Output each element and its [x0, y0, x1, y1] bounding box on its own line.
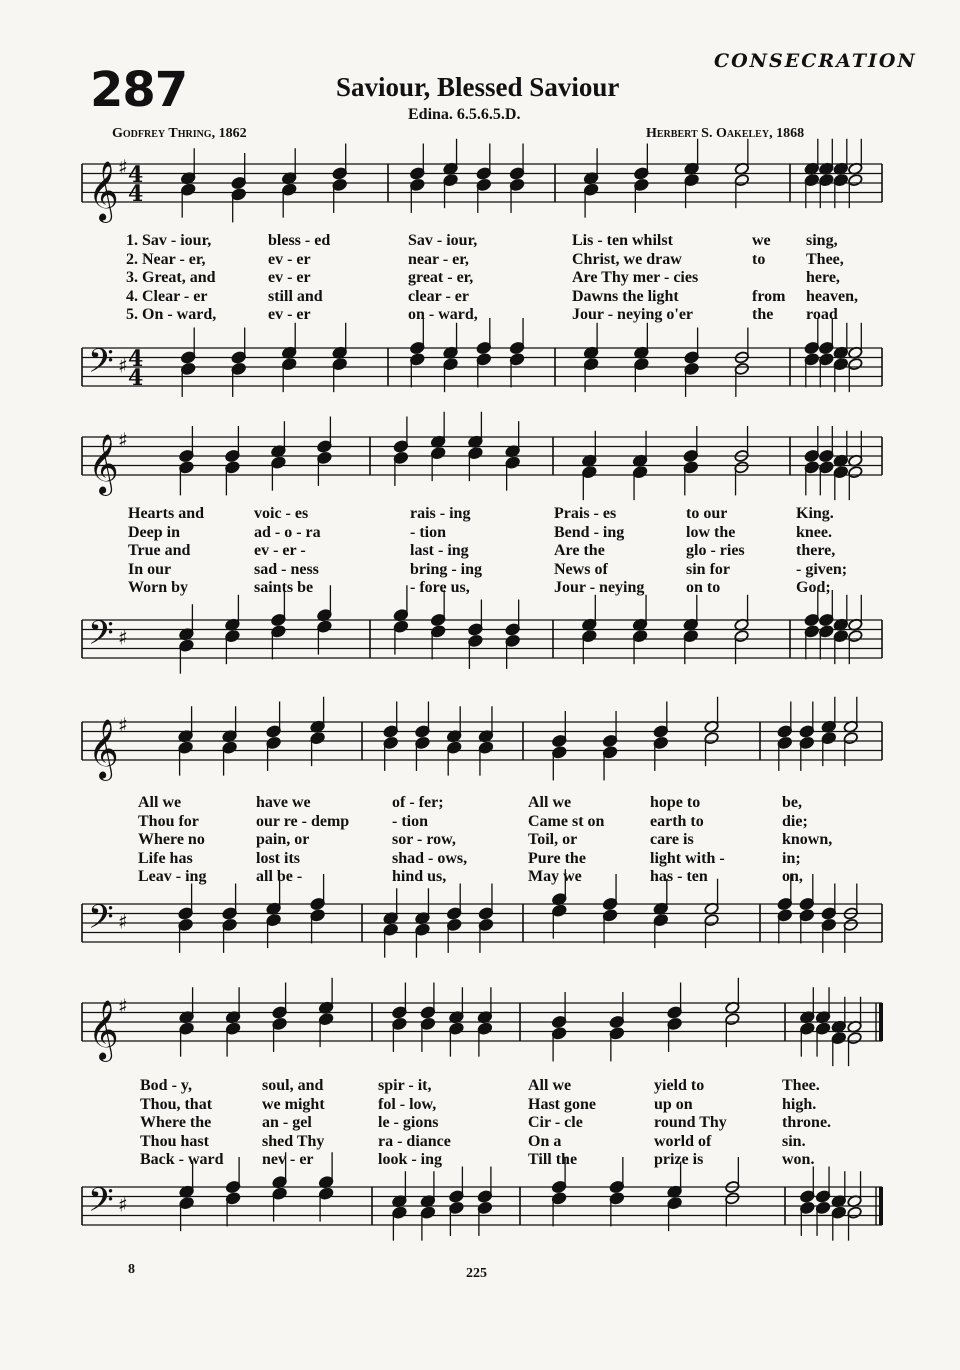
lyric-syllable-group: In our [128, 560, 172, 578]
lyric-syllable-group: known, [782, 831, 833, 848]
lyric-syllable-group: low the [686, 523, 736, 541]
sharp-key-signature: ♯ [118, 909, 128, 934]
sharp-key-signature: ♯ [118, 625, 128, 650]
lyric-syllable-group: sad - ness [254, 560, 319, 578]
lyric-syllable-group: an - gel [262, 1114, 312, 1131]
lyric-syllable-group: bring - ing [410, 560, 483, 578]
lyric-syllable-group: saints be [254, 579, 314, 596]
lyric-syllable-group: God; [796, 579, 831, 596]
lyric-syllable-group: 5. On - ward, [126, 306, 217, 323]
lyric-syllable-group: Sav - iour, [408, 232, 478, 249]
lyric-syllable-group: rais - ing [410, 505, 471, 522]
lyric-syllable-group: of - fer; [392, 794, 444, 811]
lyric-syllable-group: we [752, 232, 771, 249]
time-signature-top: 4 [128, 162, 144, 188]
lyric-syllable-group: great - er, [408, 269, 474, 286]
lyric-syllable-group: Bod - y, [140, 1077, 193, 1094]
lyric-syllable-group: sin for [686, 560, 730, 578]
lyric-syllable-group: ra - diance [378, 1132, 451, 1150]
bass-clef: 𝄢 [88, 1181, 114, 1228]
lyric-syllable-group: on to [686, 579, 721, 596]
lyric-syllable-group: we might [262, 1095, 325, 1113]
lyric-syllable-group: Till the [528, 1151, 578, 1168]
lyric-syllable-group: nev - er [262, 1151, 314, 1168]
lyric-syllable-group: Thee, [806, 250, 844, 268]
lyric-syllable-group: Lis - ten whilst [572, 232, 673, 249]
lyric-syllable-group: die; [782, 812, 808, 830]
lyric-syllable-group: voic - es [254, 505, 309, 522]
lyric-syllable-group: Came st on [528, 812, 605, 830]
lyric-syllable-group: Hast gone [528, 1095, 596, 1113]
lyric-syllable-group: Christ, we draw [572, 250, 682, 268]
lyric-syllable-group: Prais - es [554, 505, 617, 522]
bass-clef: 𝄢 [88, 614, 114, 661]
lyric-syllable-group: pain, or [256, 831, 310, 848]
final-bar-thick [879, 1187, 883, 1225]
lyric-syllable-group: clear - er [408, 287, 469, 305]
tune-name: Edina. 6.5.6.5.D. [408, 106, 521, 123]
sharp-key-signature: ♯ [118, 155, 128, 179]
lyric-syllable-group: May we [528, 868, 582, 885]
lyric-syllable-group: has - ten [650, 868, 708, 885]
lyric-syllable-group: Worn by [128, 579, 189, 596]
lyric-syllable-group: Thou hast [140, 1132, 209, 1150]
lyric-syllable-group: Where the [140, 1114, 212, 1131]
time-signature-bottom: 4 [128, 181, 144, 207]
sharp-key-signature: ♯ [118, 353, 128, 378]
lyric-syllable-group: Thou, that [140, 1095, 213, 1113]
lyric-syllable-group: True and [128, 542, 191, 559]
lyric-syllable-group: Deep in [128, 523, 180, 541]
lyric-syllable-group: Pure the [528, 849, 586, 867]
lyric-syllable-group: On a [528, 1132, 562, 1150]
lyric-syllable-group: heaven, [806, 287, 858, 305]
lyric-syllable-group: there, [796, 542, 836, 559]
lyric-syllable-group: All we [528, 1077, 572, 1094]
section-heading: CONSECRATION [714, 50, 917, 72]
lyric-syllable-group: All we [528, 794, 572, 811]
lyric-syllable-group: sin. [782, 1132, 806, 1150]
lyric-syllable-group: Jour - neying [554, 579, 645, 596]
lyric-syllable-group: King. [796, 505, 834, 522]
lyric-syllable-group: the [752, 306, 774, 323]
lyric-syllable-group: on, [782, 868, 803, 885]
bass-clef: 𝄢 [88, 898, 114, 945]
lyric-syllable-group: Life has [138, 849, 193, 867]
lyric-syllable-group: look - ing [378, 1151, 443, 1168]
lyric-syllable-group: high. [782, 1095, 817, 1113]
lyric-syllable-group: to our [686, 505, 728, 522]
lyric-syllable-group: - tion [410, 523, 446, 541]
lyric-syllable-group: bless - ed [268, 232, 331, 249]
bass-clef: 𝄢 [88, 342, 114, 389]
lyric-syllable-group: 2. Near - er, [126, 250, 206, 268]
lyric-syllable-group: Jour - neying o'er [572, 306, 694, 323]
lyric-syllable-group: throne. [782, 1114, 832, 1131]
page-number: 225 [466, 1266, 487, 1281]
lyric-syllable-group: 4. Clear - er [126, 287, 208, 305]
lyric-syllable-group: Back - ward [140, 1151, 224, 1168]
lyric-syllable-group: lost its [256, 849, 300, 867]
lyric-syllable-group: sor - row, [392, 831, 456, 848]
lyric-syllable-group: 3. Great, and [126, 269, 216, 286]
music-credit: Herbert S. Oakeley, 1868 [646, 126, 805, 141]
lyric-syllable-group: to [752, 250, 766, 268]
time-signature-top: 4 [128, 346, 144, 372]
lyric-syllable-group: here, [806, 269, 840, 286]
lyric-syllable-group: hope to [650, 794, 701, 811]
lyric-syllable-group: le - gions [378, 1114, 439, 1131]
lyric-syllable-group: Thou for [138, 812, 199, 830]
treble-clef: 𝄞 [88, 1000, 119, 1060]
treble-clef: 𝄞 [88, 434, 119, 494]
lyric-syllable-group: ad - o - ra [254, 523, 321, 541]
lyric-syllable-group: Thee. [782, 1077, 820, 1094]
hymn-title: Saviour, Blessed Saviour [336, 72, 620, 102]
lyric-syllable-group: be, [782, 794, 802, 811]
sharp-key-signature: ♯ [118, 428, 128, 452]
footer-left-number: 8 [128, 1262, 135, 1277]
lyric-syllable-group: earth to [650, 812, 704, 830]
lyric-syllable-group: near - er, [408, 250, 469, 268]
lyric-syllable-group: Leav - ing [138, 868, 207, 885]
lyric-syllable-group: soul, and [262, 1077, 324, 1094]
lyric-syllable-group: - given; [796, 560, 848, 578]
lyric-syllable-group: Are the [554, 542, 605, 559]
lyric-syllable-group: prize is [654, 1151, 704, 1168]
lyric-syllable-group: world of [654, 1132, 712, 1150]
lyric-syllable-group: - tion [392, 812, 428, 830]
lyric-syllable-group: up on [654, 1095, 693, 1113]
lyric-syllable-group: road [806, 306, 838, 323]
lyric-syllable-group: yield to [654, 1077, 705, 1094]
lyric-syllable-group: still and [268, 287, 323, 305]
lyric-syllable-group: care is [650, 831, 694, 848]
lyric-syllable-group: our re - demp [256, 812, 350, 830]
sharp-key-signature: ♯ [118, 994, 128, 1018]
lyric-syllable-group: knee. [796, 523, 832, 541]
lyric-syllable-group: fol - low, [378, 1095, 437, 1113]
lyric-syllable-group: hind us, [392, 868, 447, 885]
lyric-syllable-group: Are Thy mer - cies [572, 269, 699, 286]
lyric-syllable-group: glo - ries [686, 542, 745, 559]
lyric-syllable-group: won. [782, 1151, 815, 1168]
time-signature-bottom: 4 [128, 365, 144, 391]
lyric-syllable-group: light with - [650, 849, 725, 867]
lyric-syllable-group: all be - [256, 868, 303, 885]
lyric-syllable-group: - fore us, [410, 579, 470, 596]
lyric-syllable-group: ev - er - [254, 542, 306, 559]
lyric-syllable-group: from [752, 287, 786, 305]
lyric-syllable-group: have we [256, 794, 311, 811]
lyric-syllable-group: in; [782, 849, 801, 867]
lyric-syllable-group: ev - er [268, 250, 311, 268]
lyric-syllable-group: 1. Sav - iour, [126, 232, 212, 249]
lyric-syllable-group: Bend - ing [554, 523, 625, 541]
lyric-syllable-group: sing, [806, 232, 838, 249]
sharp-key-signature: ♯ [118, 713, 128, 737]
lyric-syllable-group: News of [554, 560, 608, 578]
lyric-syllable-group: ev - er [268, 306, 311, 323]
lyric-syllable-group: spir - it, [378, 1077, 432, 1094]
sharp-key-signature: ♯ [118, 1192, 128, 1217]
lyric-syllable-group: All we [138, 794, 182, 811]
lyric-syllable-group: Toil, or [528, 831, 578, 848]
lyric-syllable-group: round Thy [654, 1114, 727, 1131]
lyric-syllable-group: last - ing [410, 542, 469, 559]
hymn-number: 287 [90, 62, 188, 118]
treble-clef: 𝄞 [88, 161, 119, 221]
lyric-syllable-group: on - ward, [408, 306, 478, 323]
lyric-syllable-group: shed Thy [262, 1132, 325, 1150]
lyric-syllable-group: Cir - cle [528, 1114, 583, 1131]
lyric-syllable-group: Where no [138, 831, 205, 848]
lyric-syllable-group: shad - ows, [392, 849, 468, 867]
final-bar-thick [879, 1003, 883, 1041]
treble-clef: 𝄞 [88, 719, 119, 779]
lyric-syllable-group: Dawns the light [572, 287, 679, 305]
lyric-syllable-group: ev - er [268, 269, 311, 286]
words-credit: Godfrey Thring, 1862 [112, 126, 247, 141]
lyric-syllable-group: Hearts and [128, 505, 204, 522]
